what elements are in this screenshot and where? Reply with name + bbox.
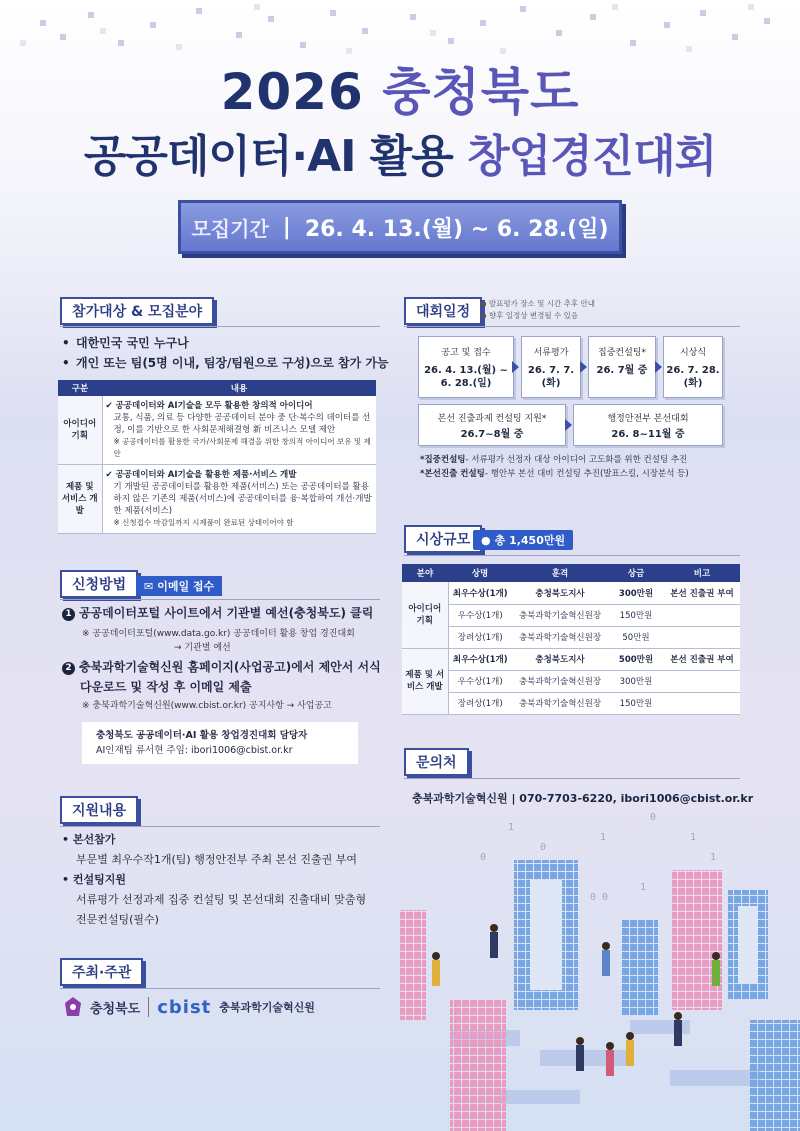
eligibility-tag: 참가대상 & 모집분야 [60, 297, 214, 325]
svg-text:0 0: 0 0 [590, 892, 609, 903]
content-body: 교통, 식품, 의료 등 다양한 공공데이터 분야 중 단·복수의 데이터를 선정, 이를 기반으로 한 사회문제해결형 新 비즈니스 모델 제안 [113, 413, 371, 435]
arrow-right-icon [565, 419, 572, 431]
svg-text:1: 1 [710, 852, 717, 863]
apply-step-1-sub: ※ 공공데이터포털(www.data.go.kr) 공공데이터 활용 창업 경진대회 [82, 629, 355, 639]
divider [404, 778, 740, 779]
table-header: 내용 [102, 380, 376, 396]
content-cell [102, 396, 376, 465]
arrow-right-icon [655, 361, 662, 373]
schedule-note-1: ● 발표평가 장소 및 시간 추후 안내 [480, 299, 596, 308]
schedule-footnote-1: *집중컨설팅- 서류평가 선정자 대상 아이디어 고도화를 위한 컨설팅 추진 [420, 455, 688, 465]
category-table [58, 380, 376, 534]
period-value: 26. 4. 13.(월) ~ 6. 28.(일) [304, 216, 609, 242]
divider [60, 599, 380, 600]
support-item-1: • 본선참가 [62, 833, 116, 846]
recruit-period [178, 200, 622, 254]
svg-text:0: 0 [480, 852, 487, 863]
prize-table [402, 564, 740, 715]
title-part-a: 공공데이터·AI 활용 [83, 131, 453, 182]
table-header: 상금 [608, 564, 664, 582]
table-row: 제품 및 서비스 개발 최우수상(1개) 충청북도지사 500만원 본선 진출권 부여 [402, 648, 740, 670]
chungbuk-logo-icon [64, 996, 82, 1018]
coin-icon: ● [481, 533, 491, 547]
period-label: 모집기간 [191, 216, 269, 241]
svg-text:1: 1 [600, 832, 607, 843]
svg-text:0: 0 [650, 812, 657, 823]
table-row: 우수상(1개) 충북과학기술혁신원장 150만원 [402, 604, 740, 626]
host-tag: 주최·주관 [60, 958, 143, 986]
svg-text:1: 1 [640, 882, 647, 893]
schedule-step: 서류평가 26. 7. 7.(화) [521, 336, 581, 398]
apply-step-1: 1 공공데이터포털 사이트에서 기관별 예선(충청북도) 클릭 [62, 604, 373, 622]
title-region: 충청북도 [382, 63, 580, 121]
support-item-2: • 컨설팅지원 [62, 873, 127, 886]
poster-title [0, 62, 800, 186]
table-row: 우수상(1개) 충북과학기술혁신원장 300만원 [402, 670, 740, 692]
table-header: 구분 [58, 380, 102, 396]
prize-total-badge [473, 530, 573, 550]
schedule-step: 공고 및 접수 26. 4. 13.(월) ~ 6. 28.(일) [418, 336, 514, 398]
contact-title: 충청북도 공공데이터·AI 활용 창업경진대회 담당자 [96, 730, 308, 741]
host-org-1: 충청북도 [90, 1001, 141, 1017]
table-row: 장려상(1개) 충북과학기술혁신원장 150만원 [402, 692, 740, 714]
apply-step-2: 2 충북과학기술혁신원 홈페이지(사업공고)에서 제안서 서식 [62, 658, 381, 676]
prize-tag: 시상규모 [404, 525, 482, 553]
schedule-step: 집중컨설팅* 26. 7월 중 [588, 336, 656, 398]
email-badge-label: 이메일 접수 [157, 580, 215, 593]
table-header: 훈격 [512, 564, 608, 582]
contact-email[interactable]: AI인재팀 류서현 주임: ibori1006@cbist.or.kr [96, 745, 293, 756]
data-city-illustration [390, 800, 800, 1131]
support-item-2-body: 서류평가 선정과제 집중 컨설팅 및 본선대회 진출대비 맞춤형 [76, 893, 367, 906]
schedule-footnote-2: *본선진출 컨설팅- 행안부 본선 대비 컨설팅 추진(발표스킬, 시장분석 등) [420, 469, 689, 479]
email-badge [136, 576, 222, 596]
support-item-2-body: 전문컨설팅(필수) [76, 913, 159, 926]
content-note: ※ 신청접수 마감일까지 시제품이 완료된 상태이어야 함 [113, 518, 294, 527]
apply-step-2-sub: ※ 충북과학기술혁신원(www.cbist.or.kr) 공지사항 → 사업공고 [82, 701, 332, 711]
divider [60, 826, 380, 827]
arrow-right-icon [580, 361, 587, 373]
schedule-step: 시상식 26. 7. 28.(화) [663, 336, 723, 398]
step-number-icon: 1 [62, 608, 75, 621]
table-row [58, 396, 376, 465]
title-line-2 [0, 128, 800, 186]
schedule-tag: 대회일정 [404, 297, 482, 325]
title-part-b: 창업경진대회 [467, 131, 717, 182]
support-tag: 지원내용 [60, 796, 138, 824]
content-body: 기 개발된 공공데이터를 활용한 제품(서비스) 또는 공공데이터를 활용하지 않은 기존의 제품(서비스)에 공공데이터를 융·복합하여 개선·개발한 제품(서비스) [113, 482, 372, 516]
apply-tag: 신청방법 [60, 570, 138, 598]
arrow-right-icon [512, 361, 519, 373]
svg-text:0: 0 [540, 842, 547, 853]
svg-text:1: 1 [690, 832, 697, 843]
schedule-note-2: ● 향후 일정상 변경될 수 있음 [480, 311, 579, 320]
divider [404, 555, 740, 556]
prize-total: 총 1,450만원 [494, 534, 566, 547]
eligibility-bullet-2: • 개인 또는 팀(5명 이내, 팀장/팀원으로 구성)으로 참가 가능 [62, 356, 389, 370]
table-header: 비고 [664, 564, 740, 582]
apply-step-1-sub: → 기관별 예선 [174, 643, 231, 653]
content-note: ※ 공공데이터를 활용한 국가/사회문제 해결을 위한 창의적 아이디어 보유 및 제안 [113, 437, 371, 458]
support-item-1-body: 부문별 최우수작1개(팀) 행정안전부 주최 본선 진출권 부여 [76, 853, 357, 866]
host-org-2: 충북과학기술혁신원 [219, 1001, 315, 1014]
divider [404, 326, 740, 327]
prize-category: 아이디어 기획 [402, 582, 448, 648]
divider [60, 326, 380, 327]
apply-step-2-line2: 다운로드 및 작성 후 이메일 제출 [80, 680, 252, 694]
schedule-step: 본선 진출과제 컨설팅 지원* 26.7~8월 중 [418, 404, 566, 446]
inquiry-tag: 문의처 [404, 748, 469, 776]
table-header: 상명 [448, 564, 512, 582]
period-separator: | [282, 214, 291, 240]
category-cell: 아이디어 기획 [58, 396, 102, 465]
content-heading: ✔ 공공데이터와 AI기술을 활용한 제품·서비스 개발 [105, 470, 297, 480]
svg-text:1: 1 [508, 822, 515, 833]
pixel-decoration [0, 0, 800, 70]
cbist-logo: cbist [157, 996, 212, 1018]
schedule-step: 행정안전부 본선대회 26. 8~11월 중 [573, 404, 723, 446]
prize-category: 제품 및 서비스 개발 [402, 648, 448, 714]
title-line-1 [0, 62, 800, 122]
table-row: 장려상(1개) 충북과학기술혁신원장 50만원 [402, 626, 740, 648]
category-cell: 제품 및 서비스 개발 [58, 465, 102, 534]
table-header: 분야 [402, 564, 448, 582]
inquiry-text: 충북과학기술혁신원 | 070-7703-6220, ibori1006@cbist.or.kr [412, 792, 754, 805]
title-year: 2026 [220, 63, 364, 121]
contact-box [82, 722, 358, 764]
table-row: 아이디어 기획 최우수상(1개) 충청북도지사 300만원 본선 진출권 부여 [402, 582, 740, 604]
logo-divider [148, 997, 149, 1017]
pixel-one-shape [672, 870, 722, 1010]
divider [60, 988, 380, 989]
mail-icon: ✉ [144, 579, 154, 593]
table-row [58, 465, 376, 534]
content-cell [102, 465, 376, 534]
host-logos [64, 996, 315, 1018]
content-heading: ✔ 공공데이터와 AI기술을 모두 활용한 창의적 아이디어 [105, 401, 313, 411]
eligibility-bullet-1: • 대한민국 국민 누구나 [62, 336, 189, 350]
step-number-icon: 2 [62, 662, 75, 675]
